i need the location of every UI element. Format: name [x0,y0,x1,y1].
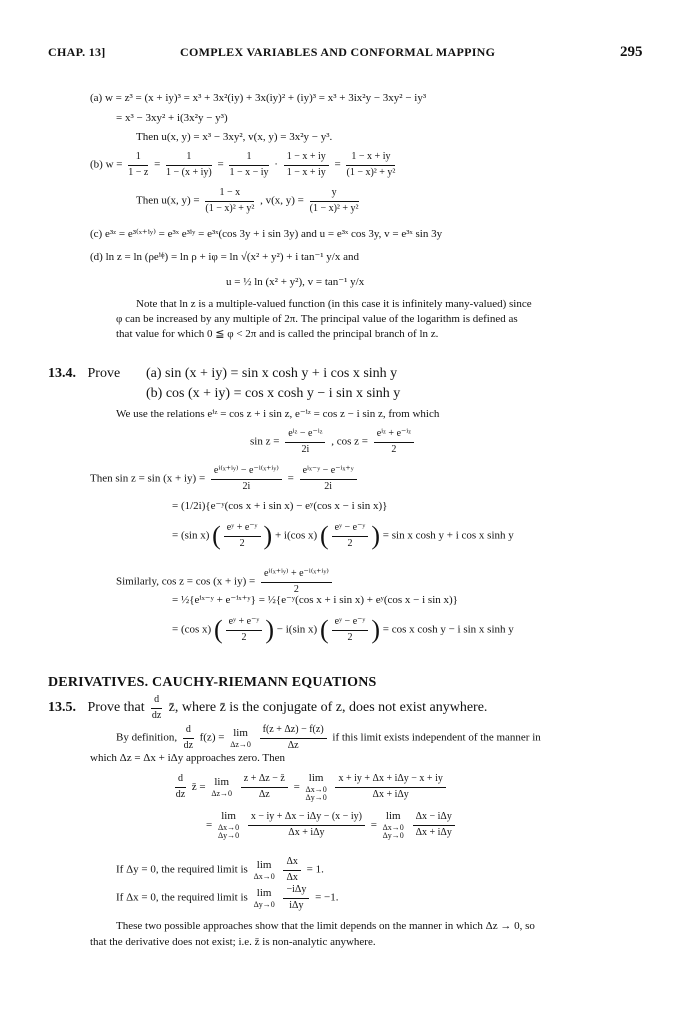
fraction: $\frac{1 - x + iy}{\text{(1 − x)² + y²}}$ [346,151,396,178]
fraction: $\frac{1}{1 - z}$ [128,151,149,178]
which-line: which Δz = Δx + iΔy approaches zero. Then [90,752,286,764]
sin-expansion-line3: = (sin x) ( $\frac{\text{eʸ + e⁻ʸ}}{2}$ ) + i(cos x) ( $\frac{\text{eʸ − e⁻ʸ}}{2}$ ) = sin x cosh y + i cos x sinh y [172,521,514,550]
sin-expansion-line2: = (1/2i){e⁻ʸ(cos x + i sin x) − eʸ(cos x − i sin x)} [172,500,388,512]
part-d-line1: (d) ln z = ln (ρeⁱᶲ) = ln ρ + iφ = ln √(x² + y²) + i tan⁻¹ y/x and [90,251,359,263]
part-a-line1: (a) w = z³ = (x + iy)³ = x³ + 3x²(iy) + 3x(iy)² + (iy)³ = x³ + 3ix²y − 3xy² − iy³ [90,92,427,104]
fraction: $\frac{d}{dz}$ [183,724,194,751]
cos-expansion-line1: Similarly, cos z = cos (x + iy) = $\frac{\text{eⁱ⁽ˣ⁺ⁱʸ⁾ + e⁻ⁱ⁽ˣ⁺ⁱʸ⁾}}{2}$ [116,568,335,596]
part-c-line: (c) e³ᶻ = e³⁽ˣ⁺ⁱʸ⁾ = e³ˣ e³ⁱʸ = e³ˣ(cos 3y + i sin 3y) and u = e³ˣ cos 3y, v = e³ˣ sin 3y [90,228,443,240]
limit: lim Δx→0 Δy→0 [305,772,327,803]
problem-number: 13.5. [48,700,76,716]
fraction: $\frac{\text{eⁱ⁽ˣ⁺ⁱʸ⁾ + e⁻ⁱ⁽ˣ⁺ⁱʸ⁾}}{2}$ [261,568,332,596]
fraction: Δx − iΔy Δx + iΔy [413,811,455,839]
relations-line: We use the relations eⁱᶻ = cos z + i sin z, e⁻ⁱᶻ = cos z − i sin z, from which [116,408,440,420]
fraction: x − iy + Δx − iΔy − (x − iy) Δx + iΔy [248,811,365,839]
note-line2: φ can be increased by any multiple of 2π. The principal value of the logarithm is defined as [116,313,518,325]
fraction: $\frac{\text{eʸ + e⁻ʸ}}{2}$ [226,616,263,644]
limit: lim Δx→0 Δy→0 [217,810,240,841]
fraction: $\frac{1 - x + iy}{1 - x + iy}$ [284,151,329,179]
fraction: $\frac{\Delta x}{\Delta x}$ [283,856,300,884]
fraction: $\frac{y}{\text{(1 − x)² + y²}}$ [309,187,359,214]
note-line3: that value for which 0 ≦ φ < 2π and is called the principal branch of ln z. [116,328,439,340]
sin-expansion-line1: Then sin z = sin (x + iy) = $\frac{\text{eⁱ⁽ˣ⁺ⁱʸ⁾ − e⁻ⁱ⁽ˣ⁺ⁱʸ⁾}}{2i}$ = eⁱˣ⁻ʸ − e⁻ⁱˣ⁺ʸ 2i [90,465,360,493]
conclusion-line1: These two possible approaches show that the limit depends on the manner in which Δz → 0, so [116,920,535,932]
fraction: $\frac{1}{1 - (x + iy)}$ [166,151,212,178]
fraction: x + iy + Δx + iΔy − x + iy Δx + iΔy [335,773,445,801]
part-a-line3: Then u(x, y) = x³ − 3xy², v(x, y) = 3x²y − y³. [136,131,333,143]
fraction: $\frac{1 - x}{\text{(1 − x)² + y²}}$ [205,187,255,214]
fraction: $\frac{\text{eʸ − e⁻ʸ}}{2}$ [332,522,369,550]
fraction: eⁱˣ⁻ʸ − e⁻ⁱˣ⁺ʸ 2i [300,465,357,493]
sin-cos-definitions: sin z = eⁱᶻ − e⁻ⁱᶻ 2i , cos z = eⁱᶻ + e⁻ⁱᶻ 2 [250,428,417,456]
derivative-line2: = lim Δx→0 Δy→0 x − iy + Δx − iΔy − (x − iy) Δx + iΔy = lim Δx→0 Δy→0 Δx − iΔy Δx + iΔy [206,810,458,841]
running-title: COMPLEX VARIABLES AND CONFORMAL MAPPING [180,45,496,59]
fraction: $\frac{1}{1 - x - iy}$ [229,151,269,178]
limit: lim Δx→0 [253,858,275,881]
chapter-label: CHAP. 13] [48,45,106,59]
page-number: 295 [620,44,643,60]
problem-number: 13.4. [48,366,76,381]
part-a-line2: = x³ − 3xy² + i(3x²y − y³) [116,112,228,124]
fraction: eⁱᶻ − e⁻ⁱᶻ 2i [285,428,325,456]
limit: lim Δx→0 Δy→0 [382,810,404,841]
problem-13-4-heading: 13.4. Prove [48,366,121,381]
part-b-line2: Then u(x, y) = $\frac{1 - x}{\text{(1 − x)² + y²}}$ , v(x, y) = $\frac{y}{\text{(1 − x)² + y²}}$ [136,187,359,214]
limit-case-dy-zero: If Δy = 0, the required limit is lim Δx→0 $\frac{\Delta x}{\Delta x}$ = 1. [116,856,324,883]
part-d-line2: u = ½ ln (x² + y²), v = tan⁻¹ y/x [226,276,365,288]
problem-13-4-part-b: (b) cos (x + iy) = cos x cosh y − i sin x sinh y [146,386,401,401]
problem-13-4-part-a: (a) sin (x + iy) = sin x cosh y + i cos x sinh y [146,366,398,381]
fraction: −iΔy iΔy [283,884,309,912]
limit: lim Δz→0 [230,726,251,749]
fraction: $\frac{\text{eⁱ⁽ˣ⁺ⁱʸ⁾ − e⁻ⁱ⁽ˣ⁺ⁱʸ⁾}}{2i}$ [211,465,282,493]
note-line1: Note that ln z is a multiple-valued function (in this case it is infinitely many-valued) since [136,298,532,310]
limit-case-dx-zero: If Δx = 0, the required limit is lim Δy→0 −iΔy iΔy = −1. [116,884,339,911]
cos-expansion-line3: = (cos x) ( $\frac{\text{eʸ + e⁻ʸ}}{2}$ ) − i(sin x) ( $\frac{\text{eʸ − e⁻ʸ}}{2}$ ) = cos x cosh y − i sin x sinh y [172,615,514,644]
fraction: $\frac{\text{eʸ − e⁻ʸ}}{2}$ [332,616,369,644]
part-b-line1: (b) w = $\frac{1}{1 - z}$ = $\frac{1}{1 - (x + iy)}$ = $\frac{1}{1 - x - iy}$ · $\frac{1 - x + iy}{1 - x + iy}$ = $\frac{1 - x + iy}{\text{(1 − x)² + y²}}$ [90,151,396,178]
limit: lim Δy→0 [253,886,275,909]
derivative-line1: $\frac{d}{dz}$ z̄ = lim Δz→0 $\frac{z + \Delta z - z̄}{\Delta z}$ = lim Δx→0 Δy→0 x + iy + Δx + iΔy − x + iy Δx + iΔy [172,772,449,803]
fraction: eⁱᶻ + e⁻ⁱᶻ 2 [374,428,414,456]
conclusion-line2: that the derivative does not exist; i.e. z̄ is non-analytic anywhere. [90,936,376,948]
part-b-lead: (b) w = [90,158,123,171]
fraction: $\frac{f(z + \Delta z) - f(z)}{\Delta z}$ [260,724,327,752]
fraction: $\frac{\text{eʸ + e⁻ʸ}}{2}$ [224,522,261,550]
cos-expansion-line2: = ½{eⁱˣ⁻ʸ + e⁻ⁱˣ⁺ʸ} = ½{e⁻ʸ(cos x + i sin x) + eʸ(cos x − i sin x)} [172,594,458,606]
fraction: $\frac{z + \Delta z - z̄}{\Delta z}$ [241,773,288,801]
problem-13-5-heading: 13.5. Prove that $\frac{d}{dz}$ z̄, where z̄ is the conjugate of z, does not exist anywhere. [48,694,488,721]
definition-line: By definition, $\frac{d}{dz}$ f(z) = lim Δz→0 $\frac{f(z + \Delta z) - f(z)}{\Delta z}$ if this limit exists independent of the manner in [116,724,541,751]
fraction: $\frac{d}{dz}$ [151,694,162,721]
limit: lim Δz→0 [211,776,233,798]
fraction: $\frac{d}{dz}$ [175,773,186,800]
section-heading: DERIVATIVES. CAUCHY-RIEMANN EQUATIONS [48,675,377,690]
